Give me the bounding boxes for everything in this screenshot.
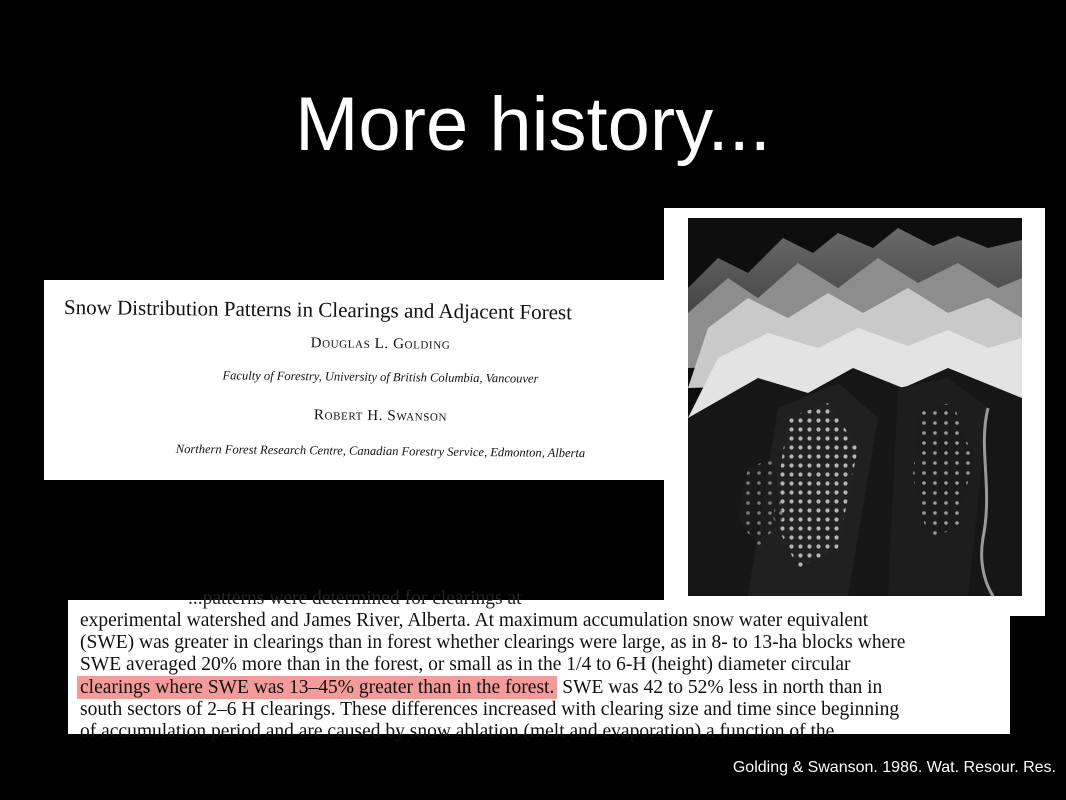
paper-title: Snow Distribution Patterns in Clearings and Adjacent Forest xyxy=(63,295,573,325)
abstract-line-2: (SWE) was greater in clearings than in forest whether clearings were large, as in 8- to 13-ha blocks where xyxy=(80,632,906,653)
paper-author-2: Robert H. Swanson xyxy=(313,407,448,425)
abstract-line-5: south sectors of 2–6 H clearings. These differences increased with clearing size and time since beginning xyxy=(80,699,900,720)
paper-affiliation-2: Northern Forest Research Centre, Canadian Forestry Service, Edmonton, Alberta xyxy=(175,441,586,461)
paper-header-clipping xyxy=(44,280,717,480)
abstract-line-6: of accumulation period and are caused by snow ablation (melt and evaporation) a function of the xyxy=(80,721,835,742)
abstract-line-3: SWE averaged 20% more than in the forest, or small as in the 1/4 to 6-H (height) diameter circular xyxy=(80,654,851,675)
slide-title: More history... xyxy=(295,82,771,167)
aerial-watershed-photo xyxy=(688,218,1022,596)
abstract-clipping xyxy=(68,588,1010,742)
abstract-line-4-rest: SWE was 42 to 52% less in north than in xyxy=(557,677,883,698)
highlighted-finding: clearings where SWE was 13–45% greater than in the forest. xyxy=(77,676,557,699)
abstract-line-cut: ...patterns were determined for clearings at xyxy=(188,588,522,609)
abstract-line-1: experimental watershed and James River, Alberta. At maximum accumulation snow water equivalent xyxy=(80,610,869,631)
paper-author-1: Douglas L. Golding xyxy=(310,335,451,353)
paper-affiliation-1: Faculty of Forestry, University of British Columbia, Vancouver xyxy=(222,368,539,386)
watershed-photo-figure xyxy=(664,208,1045,616)
abstract-line-4 xyxy=(80,677,882,699)
citation: Golding & Swanson. 1986. Wat. Resour. Res. xyxy=(732,759,1056,776)
